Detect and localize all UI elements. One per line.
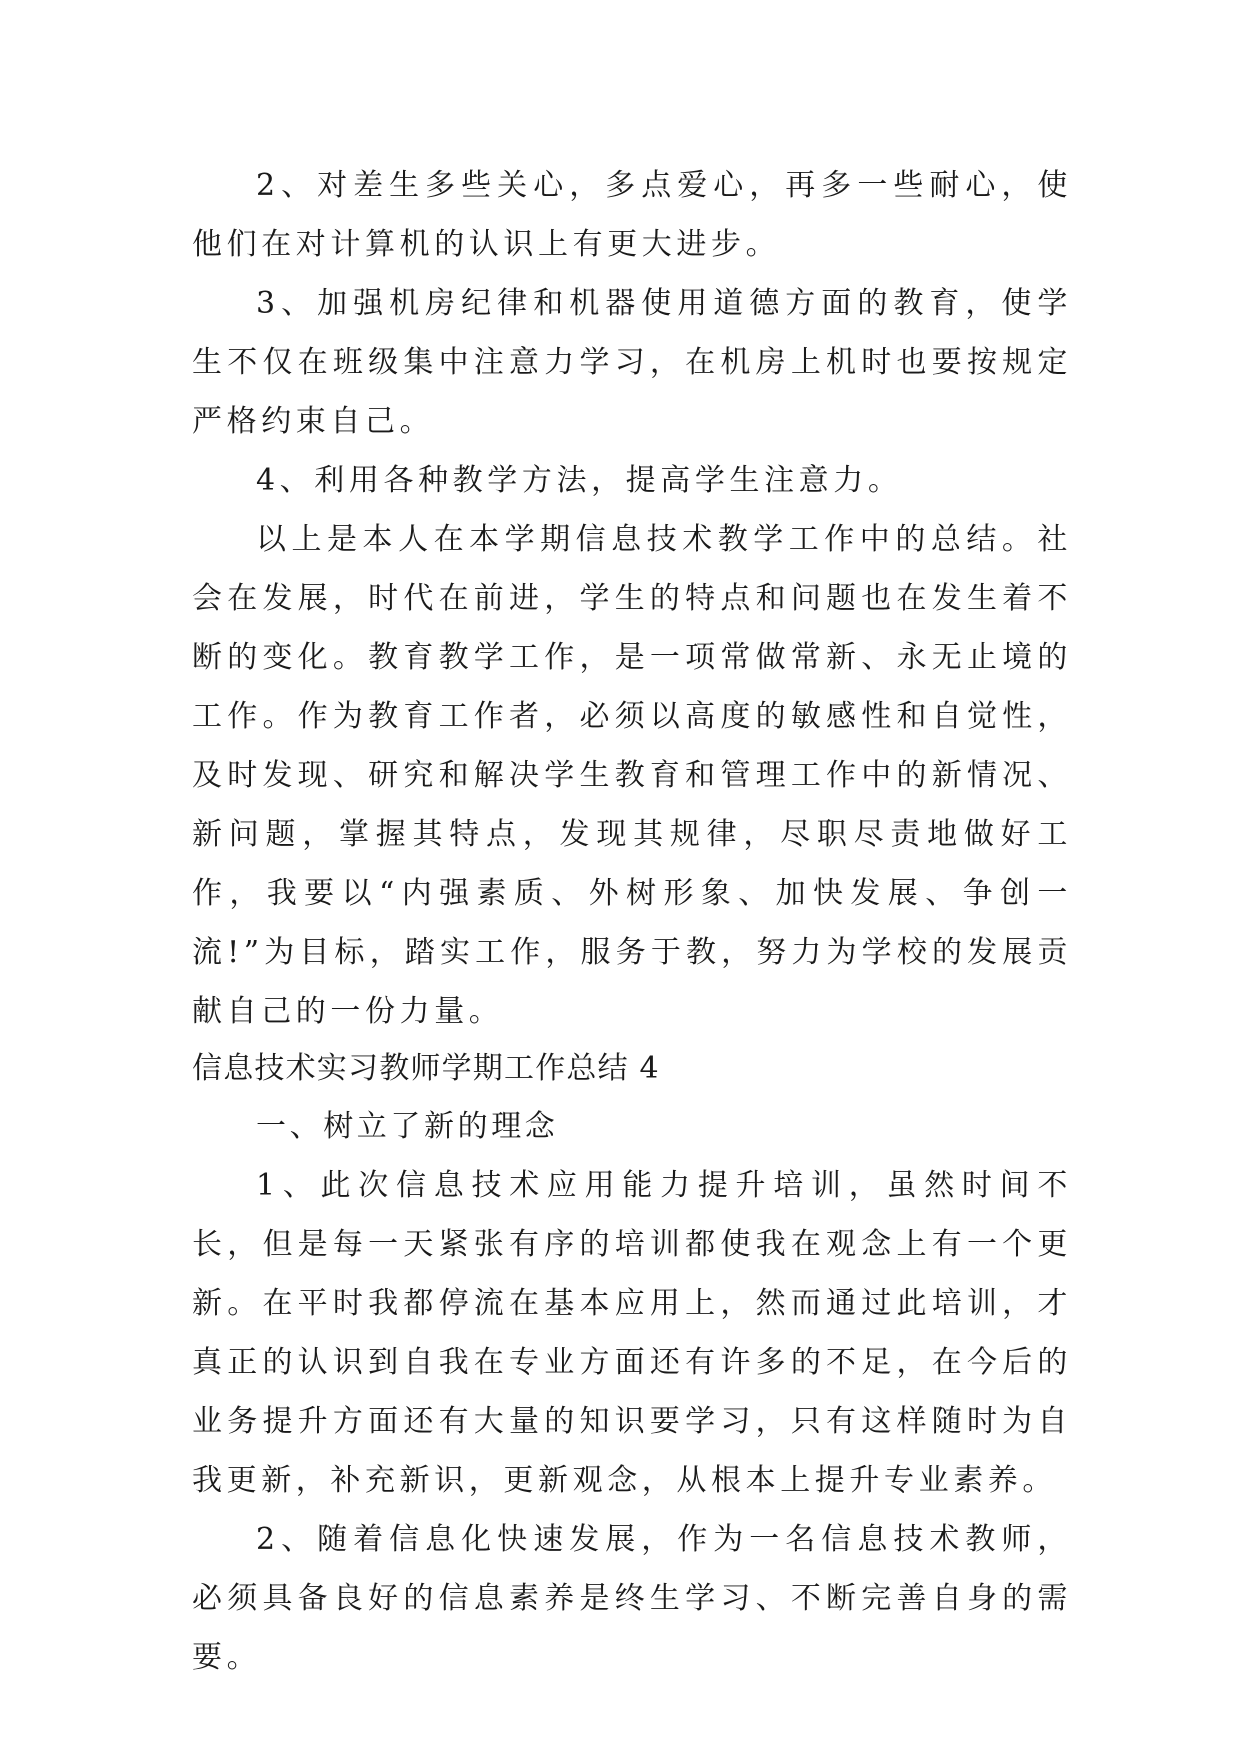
paragraph-item-3: 3、加强机房纪律和机器使用道德方面的教育，使学生不仅在班级集中注意力学习，在机房上机时也要按规定严格约束自己。: [192, 286, 1072, 439]
paragraph-summary: 以上是本人在本学期信息技术教学工作中的总结。社会在发展，时代在前进，学生的特点和问题也在发生着不断的变化。教育教学工作，是一项常做常新、永无止境的工作。作为教育工作者，必须以高度的敏感性和自觉性，及时发现、研究和解决学生教育和管理工作中的新情况、新问题，掌握其特点，发现其规律，尽职尽责地做好工作，我要以“内强素质、外树形象、加快发展、争创一流!”为目标，踏实工作，服务于教，努力为学校的发展贡献自己的一份力量。: [192, 522, 1072, 1029]
section-paragraph-1: 1、此次信息技术应用能力提升培训，虽然时间不长，但是每一天紧张有序的培训都使我在观念上有一个更新。在平时我都停流在基本应用上，然而通过此培训，才真正的认识到自我在专业方面还有许多的不足，在今后的业务提升方面还有大量的知识要学习，只有这样随时为自我更新，补充新识，更新观念，从根本上提升专业素养。: [192, 1168, 1072, 1498]
paragraph-item-2: 2、对差生多些关心，多点爱心，再多一些耐心，使他们在对计算机的认识上有更大进步。: [192, 168, 1072, 262]
paragraph-item-4: 4、利用各种教学方法，提高学生注意力。: [256, 463, 903, 498]
section-title: 信息技术实习教师学期工作总结 4: [192, 1051, 660, 1086]
section-paragraph-2: 2、随着信息化快速发展，作为一名信息技术教师，必须具备良好的信息素养是终生学习、不断完善自身的需要。: [192, 1522, 1072, 1675]
subheading: 一、树立了新的理念: [256, 1109, 559, 1144]
document-body: [192, 156, 1072, 1687]
